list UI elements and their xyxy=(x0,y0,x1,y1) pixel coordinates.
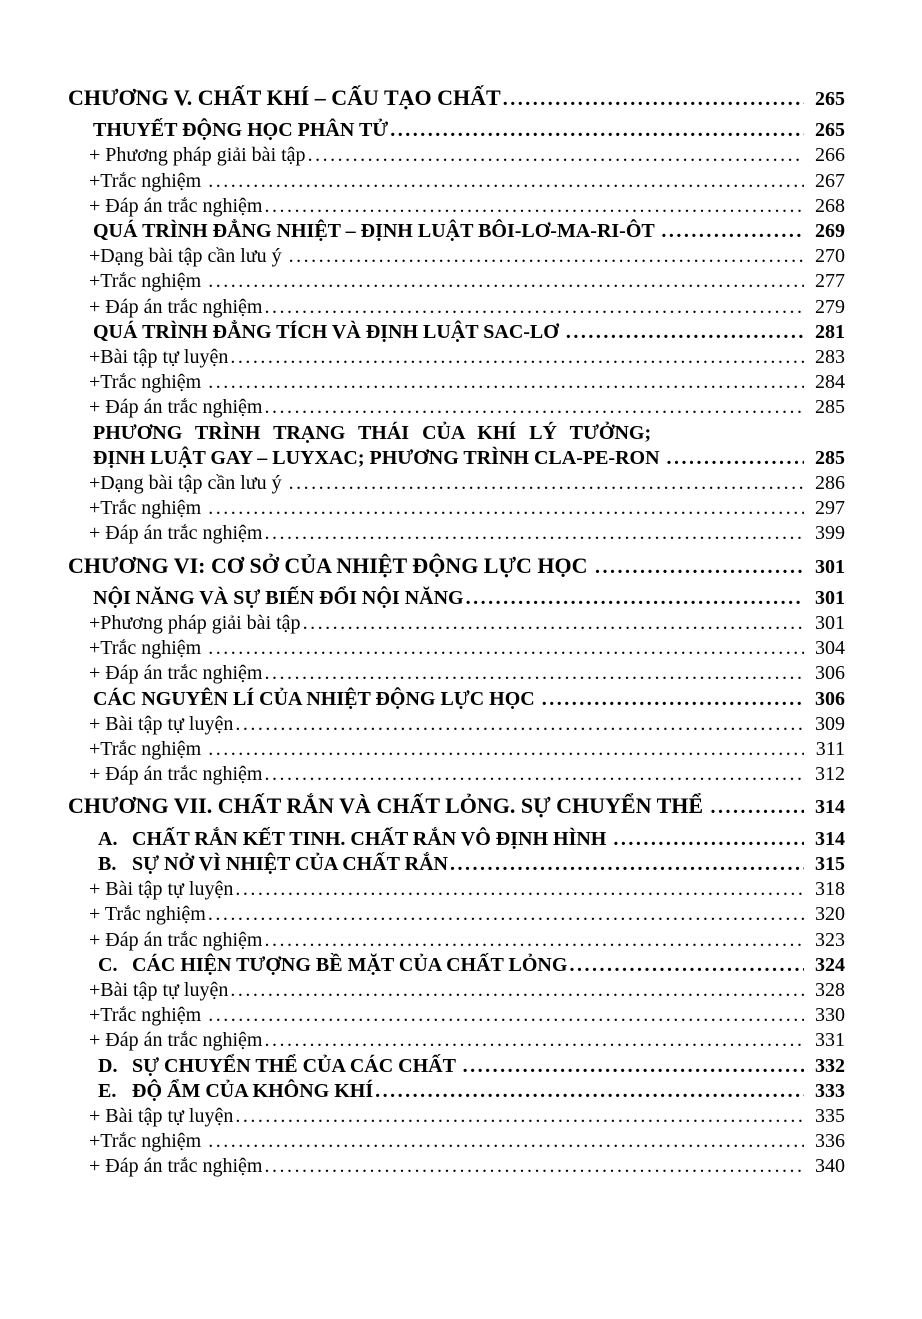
toc-entry-label: +Trắc nghiệm xyxy=(89,1004,207,1027)
dot-leader xyxy=(567,953,804,978)
toc-entry-label: + Đáp án trắc nghiệm xyxy=(89,522,263,545)
toc-entry-page: 301 xyxy=(815,586,845,609)
toc-entry-page: 320 xyxy=(815,903,845,926)
toc-entry-label: +Trắc nghiệm xyxy=(89,371,207,394)
toc-entry-label: CÁC HIỆN TƯỢNG BỀ MẶT CỦA CHẤT LỎNG xyxy=(132,953,568,976)
toc-entry-page: 333 xyxy=(815,1079,845,1102)
toc-entry-label: + Đáp án trắc nghiệm xyxy=(89,396,263,419)
dot-leader xyxy=(206,636,804,661)
dot-leader xyxy=(611,827,804,852)
toc-entry-page: 315 xyxy=(815,852,845,875)
dot-leader xyxy=(228,978,804,1003)
toc-entry-page: 281 xyxy=(815,320,845,343)
toc-entry xyxy=(0,521,845,546)
toc-entry xyxy=(0,219,845,244)
toc-entry-label: CHƯƠNG V. CHẤT KHÍ – CẤU TẠO CHẤT xyxy=(68,85,501,110)
toc-entry-page: 301 xyxy=(815,555,845,578)
toc-entry xyxy=(0,269,845,294)
dot-leader xyxy=(448,852,804,877)
toc-entry-label: + Bài tập tự luyện xyxy=(89,1104,234,1127)
toc-entry-label: CÁC NGUYÊN LÍ CỦA NHIỆT ĐỘNG LỰC HỌC xyxy=(93,687,540,710)
toc-entry xyxy=(0,118,845,143)
toc-entry-page: 306 xyxy=(815,687,845,710)
toc-entry xyxy=(0,852,845,877)
toc-entry xyxy=(0,762,845,787)
toc-entry-page: 267 xyxy=(815,169,845,192)
toc-entry xyxy=(0,320,845,345)
toc-entry-page: 331 xyxy=(815,1029,845,1052)
toc-entry-label: + Đáp án trắc nghiệm xyxy=(89,928,263,951)
toc-entry-label: +Dạng bài tập cần lưu ý xyxy=(89,472,287,495)
toc-entry-letter: E. xyxy=(98,1079,117,1102)
dot-leader xyxy=(233,877,804,902)
toc-entry-label: CHƯƠNG VI: CƠ SỞ CỦA NHIỆT ĐỘNG LỰC HỌC xyxy=(68,552,593,578)
toc-entry-letter: B. xyxy=(98,852,117,875)
toc-entry-label: SỰ CHUYỂN THỂ CỦA CÁC CHẤT xyxy=(132,1054,461,1077)
dot-leader xyxy=(206,902,804,927)
toc-entry-letter: C. xyxy=(98,953,118,976)
dot-leader xyxy=(306,143,804,168)
dot-leader xyxy=(262,762,804,787)
toc-entry xyxy=(0,586,845,611)
toc-entry-label: +Trắc nghiệm xyxy=(89,637,207,660)
dot-leader xyxy=(540,687,804,712)
toc-entry-page: 324 xyxy=(815,953,845,976)
toc-entry xyxy=(0,712,845,737)
dot-leader xyxy=(665,446,804,471)
toc-entry xyxy=(0,1079,845,1104)
toc-entry xyxy=(0,793,845,820)
dot-leader xyxy=(564,320,804,345)
toc-entry-label: + Đáp án trắc nghiệm xyxy=(89,295,263,318)
dot-leader xyxy=(461,1054,804,1079)
dot-leader xyxy=(709,795,804,820)
toc-entry-page: 323 xyxy=(815,928,845,951)
dot-leader xyxy=(206,737,804,762)
toc-entry-page: 318 xyxy=(815,878,845,901)
toc-entry xyxy=(0,85,845,112)
dot-leader xyxy=(501,87,804,112)
toc-entry xyxy=(0,877,845,902)
toc-entry-label: +Trắc nghiệm xyxy=(89,1130,207,1153)
toc-entry-label: ĐỊNH LUẬT GAY – LUYXAC; PHƯƠNG TRÌNH CLA-PE-RON xyxy=(93,446,665,469)
toc-entry-label: QUÁ TRÌNH ĐẲNG TÍCH VÀ ĐỊNH LUẬT SAC-LƠ xyxy=(93,320,564,343)
toc-entry-label: +Trắc nghiệm xyxy=(89,169,207,192)
toc-entry xyxy=(0,978,845,1003)
toc-entry-label: ĐỘ ẨM CỦA KHÔNG KHÍ xyxy=(132,1079,374,1102)
toc-entry-page: 286 xyxy=(815,472,845,495)
dot-leader xyxy=(206,269,804,294)
toc-entry-page: 284 xyxy=(815,371,845,394)
toc-entry-page: 312 xyxy=(815,763,845,786)
toc-entry xyxy=(0,496,845,521)
toc-entry-page: 314 xyxy=(815,796,845,819)
toc-entry-label: + Đáp án trắc nghiệm xyxy=(89,194,263,217)
dot-leader xyxy=(301,611,804,636)
toc-entry-label: +Bài tập tự luyện xyxy=(89,978,229,1001)
dot-leader xyxy=(206,370,804,395)
dot-leader xyxy=(262,295,804,320)
dot-leader xyxy=(659,219,804,244)
dot-leader xyxy=(262,661,804,686)
toc-entry xyxy=(0,1054,845,1079)
toc-entry-page: 301 xyxy=(815,612,845,635)
dot-leader xyxy=(388,118,804,143)
toc-entry-label: + Đáp án trắc nghiệm xyxy=(89,763,263,786)
toc-entry-page: 265 xyxy=(815,119,845,142)
toc-entry xyxy=(0,446,845,471)
toc-entry-page: 306 xyxy=(815,662,845,685)
dot-leader xyxy=(206,1129,804,1154)
toc-entry xyxy=(0,370,845,395)
toc-entry-label: +Dạng bài tập cần lưu ý xyxy=(89,245,287,268)
toc-entry xyxy=(0,295,845,320)
toc-entry-page: 283 xyxy=(815,346,845,369)
toc-entry-label: + Bài tập tự luyện xyxy=(89,878,234,901)
toc-entry-label: +Trắc nghiệm xyxy=(89,270,207,293)
dot-leader xyxy=(262,1154,804,1179)
dot-leader xyxy=(228,345,804,370)
toc-entry xyxy=(0,471,845,496)
toc-entry xyxy=(0,169,845,194)
toc-entry xyxy=(0,928,845,953)
toc-entry xyxy=(0,1104,845,1129)
dot-leader xyxy=(262,521,804,546)
dot-leader xyxy=(262,928,804,953)
toc-entry-label: + Trắc nghiệm xyxy=(89,903,206,926)
toc-entry-page: 279 xyxy=(815,295,845,318)
toc-entry xyxy=(0,902,845,927)
toc-entry xyxy=(0,611,845,636)
toc-entry-label: PHƯƠNG TRÌNH TRẠNG THÁI CỦA KHÍ LÝ TƯỞNG; xyxy=(93,421,652,444)
toc-entry-page: 311 xyxy=(815,738,845,761)
toc-entry-page: 314 xyxy=(815,827,845,850)
toc-entry xyxy=(0,345,845,370)
toc-entry-page: 335 xyxy=(815,1104,845,1127)
toc-entry-page: 297 xyxy=(815,497,845,520)
toc-entry-label: SỰ NỞ VÌ NHIỆT CỦA CHẤT RẮN xyxy=(132,852,448,875)
toc-entry xyxy=(0,421,845,446)
toc-entry xyxy=(0,661,845,686)
toc-entry-label: NỘI NĂNG VÀ SỰ BIẾN ĐỔI NỘI NĂNG xyxy=(93,586,464,609)
dot-leader xyxy=(262,194,804,219)
toc-entry-page: 270 xyxy=(815,245,845,268)
toc-entry-label: + Đáp án trắc nghiệm xyxy=(89,1155,263,1178)
toc-entry-page: 304 xyxy=(815,637,845,660)
toc-entry xyxy=(0,953,845,978)
dot-leader xyxy=(233,712,804,737)
toc-entry-page: 330 xyxy=(815,1004,845,1027)
toc-entry xyxy=(0,1003,845,1028)
toc-entry-label: + Bài tập tự luyện xyxy=(89,712,234,735)
toc-entry xyxy=(0,244,845,269)
toc-entry-page: 399 xyxy=(815,522,845,545)
toc-entry-page: 285 xyxy=(815,396,845,419)
dot-leader xyxy=(287,471,804,496)
toc-entry-page: 285 xyxy=(815,446,845,469)
toc-entry-page: 332 xyxy=(815,1054,845,1077)
toc-entry xyxy=(0,1129,845,1154)
toc-entry-label: QUÁ TRÌNH ĐẲNG NHIỆT – ĐỊNH LUẬT BÔI-LƠ-MA-RI-ÔT xyxy=(93,220,660,243)
toc-entry xyxy=(0,1028,845,1053)
toc-entry-page: 309 xyxy=(815,712,845,735)
toc-entry-label: + Đáp án trắc nghiệm xyxy=(89,1029,263,1052)
toc-entry-label: +Trắc nghiệm xyxy=(89,497,207,520)
dot-leader xyxy=(464,586,804,611)
toc-entry-label: +Phương pháp giải bài tập xyxy=(89,612,301,635)
toc-entry-label: + Phương pháp giải bài tập xyxy=(89,144,306,167)
toc-entry xyxy=(0,553,845,580)
toc-entry xyxy=(0,395,845,420)
toc-entry-letter: D. xyxy=(98,1054,118,1077)
toc-entry-page: 265 xyxy=(815,88,845,110)
toc-entry-label: +Bài tập tự luyện xyxy=(89,346,229,369)
toc-entry-page: 269 xyxy=(815,220,845,243)
toc-entry-page: 268 xyxy=(815,194,845,217)
toc-entry-page: 336 xyxy=(815,1130,845,1153)
toc-entry-page: 277 xyxy=(815,270,845,293)
dot-leader xyxy=(593,555,804,580)
toc-entry-label: CHẤT RẮN KẾT TINH. CHẤT RẮN VÔ ĐỊNH HÌNH xyxy=(132,827,612,850)
toc-entry-label: +Trắc nghiệm xyxy=(89,738,207,761)
toc-entry xyxy=(0,737,845,762)
toc-entry xyxy=(0,636,845,661)
dot-leader xyxy=(206,169,804,194)
toc-entry xyxy=(0,194,845,219)
dot-leader xyxy=(233,1104,804,1129)
toc-entry-page: 328 xyxy=(815,978,845,1001)
dot-leader xyxy=(206,496,804,521)
dot-leader xyxy=(373,1079,804,1104)
dot-leader xyxy=(206,1003,804,1028)
dot-leader xyxy=(262,395,804,420)
toc-entry-label: CHƯƠNG VII. CHẤT RẮN VÀ CHẤT LỎNG. SỰ CHUYỂN THỂ xyxy=(68,793,709,819)
toc-entry-page: 266 xyxy=(815,144,845,167)
dot-leader xyxy=(262,1028,804,1053)
toc-entry-label: + Đáp án trắc nghiệm xyxy=(89,662,263,685)
toc-entry-letter: A. xyxy=(98,827,118,850)
toc-entry xyxy=(0,827,845,852)
toc-entry xyxy=(0,1154,845,1179)
toc-entry xyxy=(0,143,845,168)
toc-entry-page: 340 xyxy=(815,1155,845,1178)
dot-leader xyxy=(287,244,804,269)
toc-entry-label: THUYẾT ĐỘNG HỌC PHÂN TỬ xyxy=(93,119,389,142)
toc-entry xyxy=(0,687,845,712)
